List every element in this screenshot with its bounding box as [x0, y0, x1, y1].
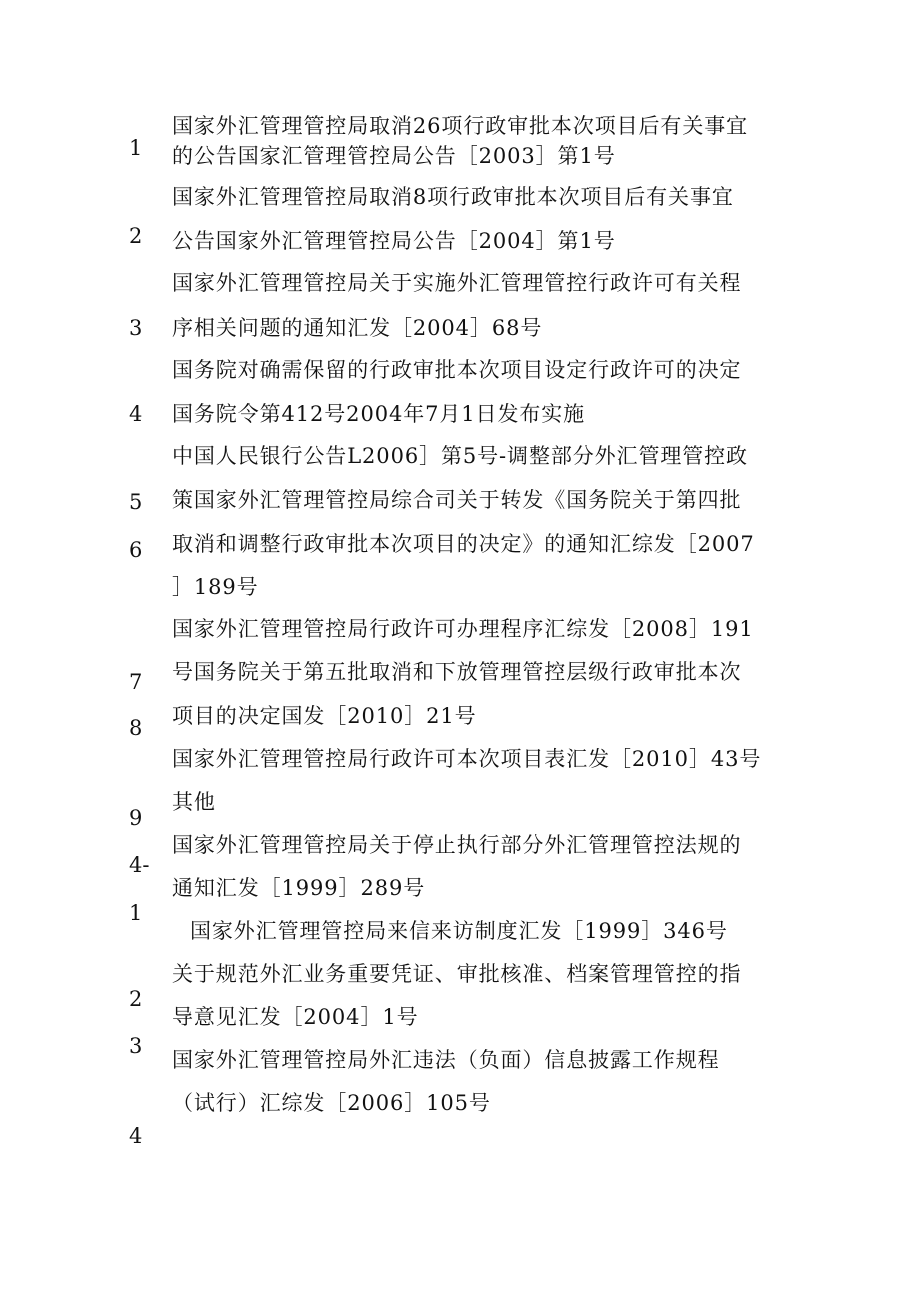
- text-line: 国家外汇管理管控局行政许可办理程序汇综发［2008］191: [172, 617, 754, 641]
- item-number: 1: [129, 901, 143, 925]
- item-number: 7: [129, 670, 143, 694]
- item-number: 5: [129, 490, 143, 514]
- text-line: 策国家外汇管理管控局综合司关于转发《国务院关于第四批: [172, 488, 742, 512]
- text-line: 国家外汇管理管控局取消8项行政审批本次项目后有关事宜: [172, 185, 734, 209]
- text-line: 导意见汇发［2004］1号: [172, 1005, 419, 1029]
- text-line: 国家外汇管理管控局外汇违法（负面）信息披露工作规程: [172, 1048, 720, 1072]
- text-line: 其他: [172, 790, 216, 814]
- text-line: （试行）汇综发［2006］105号: [172, 1091, 491, 1115]
- text-line: 中国人民银行公告L2006］第5号-调整部分外汇管理管控政: [172, 444, 748, 468]
- text-line: 国务院对确需保留的行政审批本次项目设定行政许可的决定: [172, 358, 742, 382]
- text-line: 号国务院关于第五批取消和下放管理管控层级行政审批本次: [172, 660, 742, 684]
- item-number: 2: [129, 224, 143, 248]
- text-line: 国家外汇管理管控局关于实施外汇管理管控行政许可有关程: [172, 271, 742, 295]
- text-line: ］189号: [172, 575, 259, 599]
- text-line: 国务院令第412号2004年7月1日发布实施: [172, 402, 586, 426]
- item-number: 2: [129, 987, 143, 1011]
- item-number: 1: [129, 136, 143, 160]
- text-line: 国家外汇管理管控局关于停止执行部分外汇管理管控法规的: [172, 833, 742, 857]
- item-number: 3: [129, 1034, 143, 1058]
- text-line: 序相关问题的通知汇发［2004］68号: [172, 316, 543, 340]
- text-line: 关于规范外汇业务重要凭证、审批核准、档案管理管控的指: [172, 962, 742, 986]
- text-line: 通知汇发［1999］289号: [172, 876, 426, 900]
- item-number: 4-: [129, 853, 150, 877]
- item-number: 8: [129, 716, 143, 740]
- text-line: 国家外汇管理管控局来信来访制度汇发［1999］346号: [190, 919, 728, 943]
- item-number: 6: [129, 538, 143, 562]
- text-line: 取消和调整行政审批本次项目的决定》的通知汇综发［2007: [172, 532, 755, 556]
- text-line: 公告国家外汇管理管控局公告［2004］第1号: [172, 229, 616, 253]
- text-line: 国家外汇管理管控局行政许可本次项目表汇发［2010］43号: [172, 747, 762, 771]
- item-number: 3: [129, 316, 143, 340]
- item-number: 4: [129, 1124, 143, 1148]
- text-line: 项目的决定国发［2010］21号: [172, 704, 477, 728]
- item-number: 9: [129, 806, 143, 830]
- text-line: 的公告国家汇管理管控局公告［2003］第1号: [172, 144, 616, 168]
- item-number: 4: [129, 402, 143, 426]
- text-line: 国家外汇管理管控局取消26项行政审批本次项目后有关事宜: [172, 114, 749, 138]
